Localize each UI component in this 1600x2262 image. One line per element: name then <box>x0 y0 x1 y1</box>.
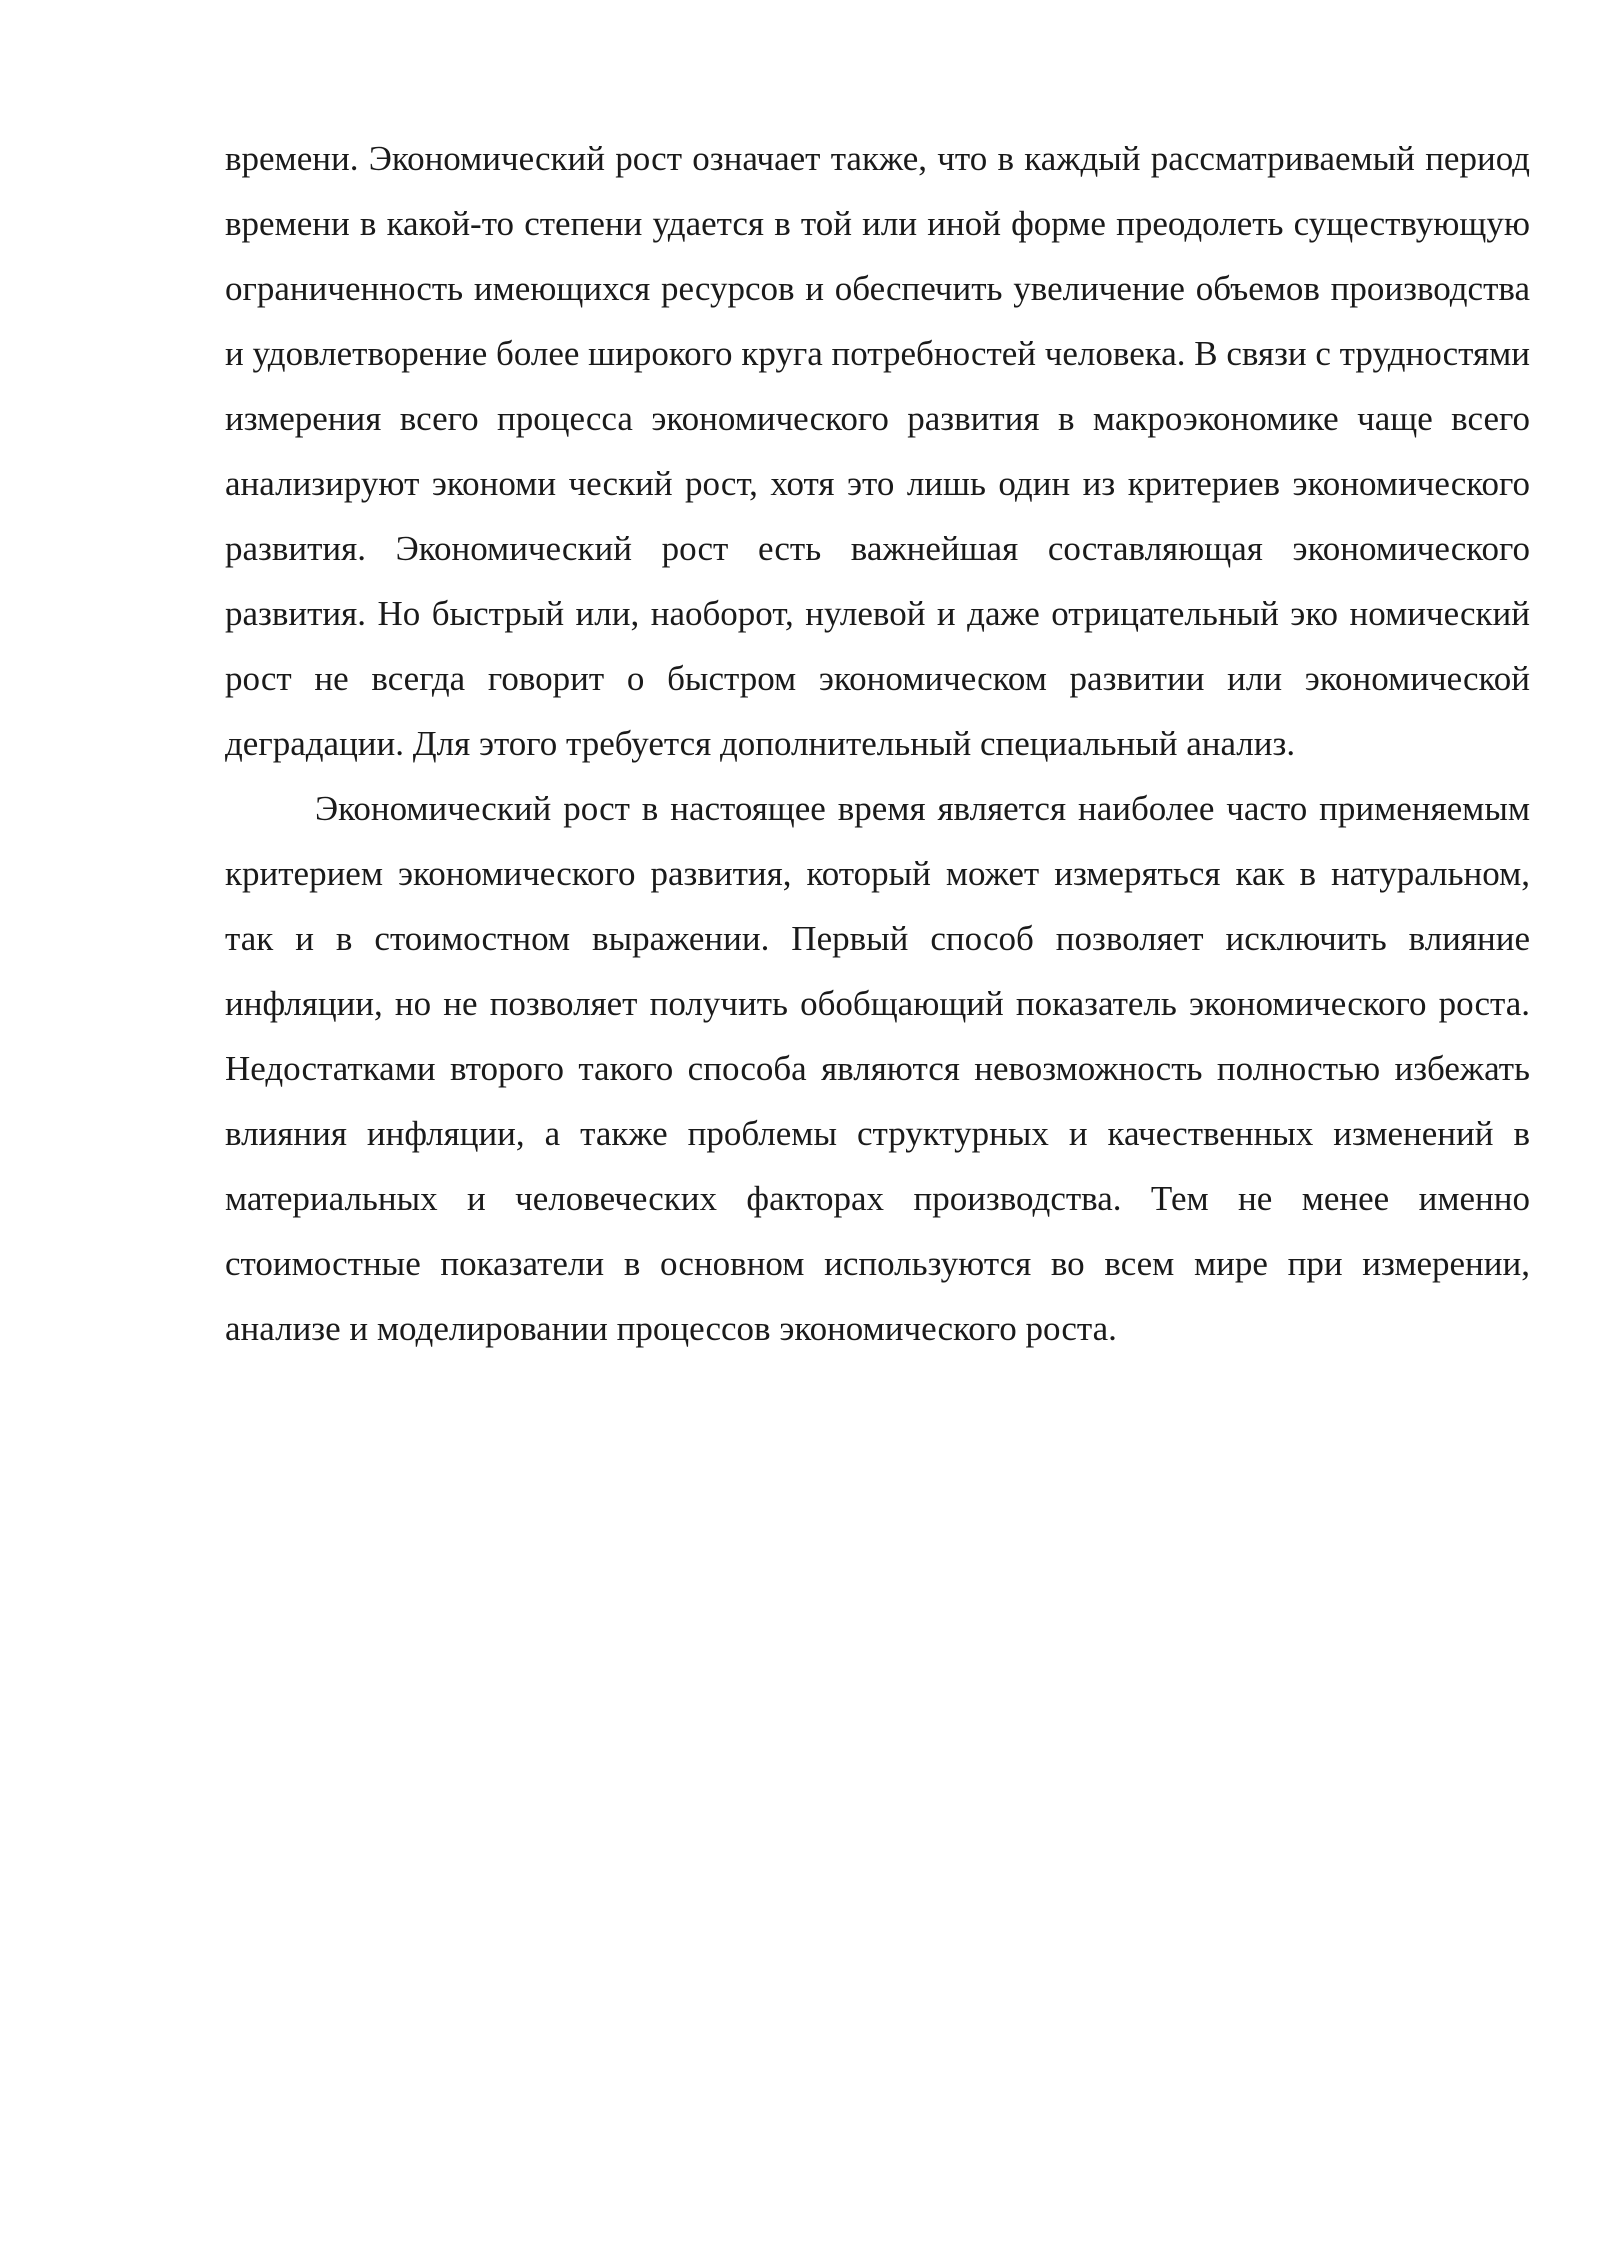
paragraph-economic-growth-criterion: Экономический рост в настоящее время является наиболее часто применяемым критерием экономического развития, который может измеряться как в натуральном, так и в стоимостном выражении. Первый способ позволяет исключить влияние инфляции, но не позволяет получить обобщающий показатель экономического роста. Недостатками второго такого способа являются невозможность полностью избежать влияния инфляции, а также проблемы структурных и качественных изменений в материальных и человеческих факторах производства. Тем не менее именно стоимостные показатели в основном используются во всем мире при измерении, анализе и моделировании процессов экономического роста. <box>225 789 1530 1348</box>
body-text <box>225 126 1530 1361</box>
paragraph-continuation: времени. Экономический рост означает также, что в каждый рассматриваемый период времени в какой-то степени удается в той или иной форме преодолеть существующую ограниченность имеющихся ресурсов и обеспечить увеличение объемов производства и удовлетворение более широкого круга потребностей человека. В связи с трудностями измерения всего процесса экономического развития в макроэкономике чаще всего анализируют экономи ческий рост, хотя это лишь один из критериев экономического развития. Экономический рост есть важнейшая составляющая экономического развития. Но быстрый или, наоборот, нулевой и даже отрицательный эко номический рост не всегда говорит о быстром экономическом развитии или экономической деградации. Для этого требуется дополнительный специальный анализ. <box>225 139 1530 763</box>
